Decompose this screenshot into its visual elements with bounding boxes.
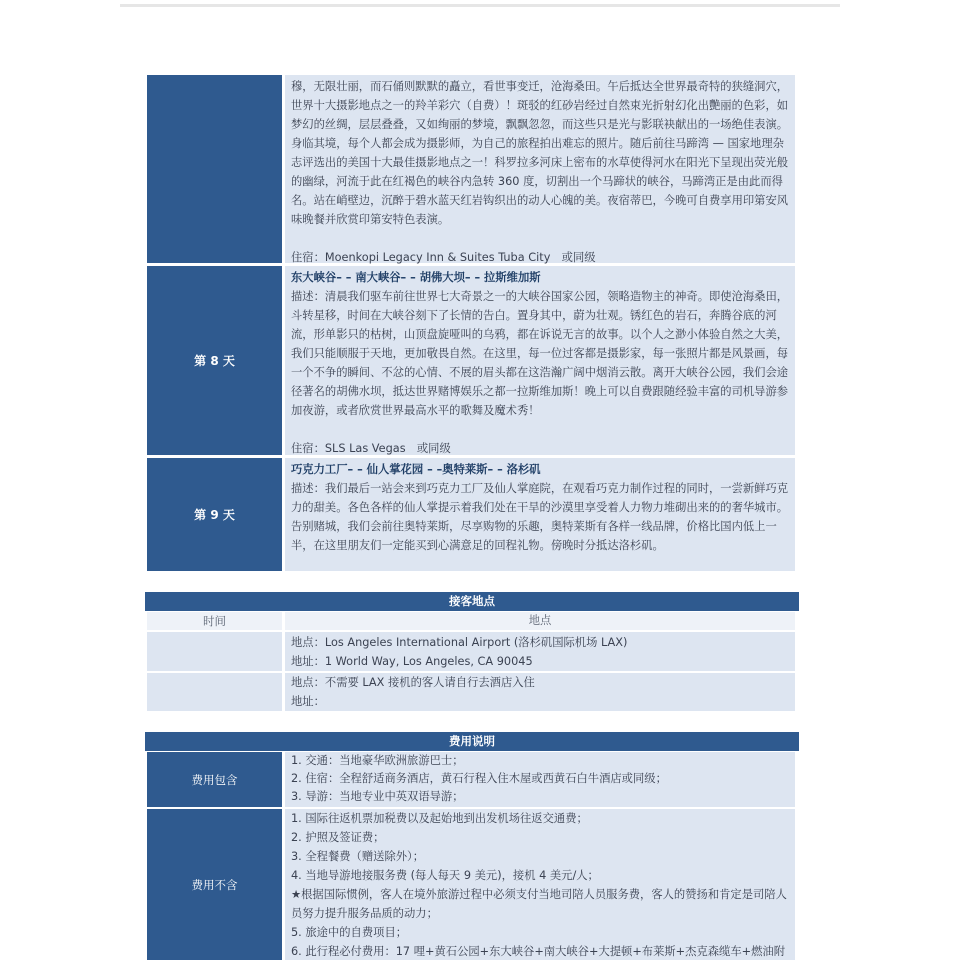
pickup-address-line: 地址：1 World Way, Los Angeles, CA 90045 [291,655,533,668]
pickup-col-time: 时间 [147,612,282,630]
pickup-row [147,673,797,711]
pickup-place [285,632,795,671]
pickup-col-place: 地点 [285,612,795,630]
fee-item: 3. 导游：当地专业中英双语导游； [291,790,464,803]
itinerary-row-day-8 [147,266,797,455]
fee-item: ★根据国际惯例，客人在境外旅游过程中必须支付当地司陪人员服务费，客人的赞扬和肯定是司陪人员努力提升服务品质的动力； [291,888,787,920]
pickup-place-line: 地点：不需要 LAX 接机的客人请自行去酒店入住 [291,676,535,689]
fee-item: 2. 住宿：全程舒适商务酒店，黄石行程入住木屋或西黄石白牛酒店或同级； [291,772,667,785]
fees-section-title: 费用说明 [145,732,799,751]
day-stay: 住宿：SLS Las Vegas 或同级 [291,442,451,455]
fee-item: 5. 旅途中的自费项目； [291,926,408,939]
fees-included-list [285,752,795,807]
day-content [285,75,795,263]
pickup-time [147,632,282,671]
pickup-time [147,673,282,711]
fee-item: 1. 交通：当地豪华欧洲旅游巴士； [291,754,464,767]
pickup-address-line: 地址： [291,695,325,708]
top-rule [120,4,840,7]
day-content [285,266,795,455]
fee-item: 2. 护照及签证费； [291,831,385,844]
pickup-place-line: 地点：Los Angeles International Airport (洛杉矶国际机场 LAX) [291,636,628,649]
day-description: 穆，无限壮丽，而石俑则默默的矗立，看世事变迁，沧海桑田。午后抵达全世界最奇特的狭缝洞穴，世界十大摄影地点之一的羚羊彩穴（自费）！斑驳的红砂岩经过自然束光折射幻化出艷丽的色彩，如梦幻的丝绸，层层叠叠，又如绚丽的梦境，飘飘忽忽，而这些只是光与影联袂献出的一场绝佳表演。身临其境，每个人都会成为摄影师，为自己的旅程拍出难忘的照片。随后前往马蹄湾 — 国家地理杂志评选出的美国十大最佳摄影地点之一！科罗拉多河床上密布的水草使得河水在阳光下呈现出荧光般的幽绿，河流于此在红褐色的峡谷内急转 360 度，切割出一个马蹄状的峡谷，马蹄湾正是由此而得名。站在峭壁边，沉醉于碧水蓝天红岩钩织出的动人心魄的美。夜宿蒂巴，今晚可自费享用印第安风味晚餐并欣赏印第安特色表演。 [291,80,789,226]
day-label: 第 9 天 [147,458,282,571]
fee-item: 4. 当地导游地接服务费 (每人每天 9 美元)，接机 4 美元/人； [291,869,599,882]
fees-included-row [147,752,797,807]
day-route-title: 巧克力工厂– – 仙人掌花园 – –奥特莱斯– – 洛杉矶 [291,463,541,476]
fee-item: 3. 全程餐费（赠送除外）； [291,850,424,863]
pickup-header-row [147,612,797,630]
pickup-row [147,632,797,671]
day-description: 描述：清晨我们驱车前往世界七大奇景之一的大峡谷国家公园，领略造物主的神奇。即使沧海桑田，斗转星移，时间在大峡谷刻下了长情的告白。置身其中，蔚为壮观。锈红色的岩石，奔腾谷底的河流，形单影只的枯树，山顶盘旋哑叫的乌鸦，都在诉说无言的故事。以个人之渺小体验自然之大美，我们只能顺服于天地，更加敬畏自然。在这里，每一位过客都是摄影家，每一张照片都是风景画，每一个不争的瞬间、不忿的心情、不展的眉头都在这浩瀚广阔中烟消云散。离开大峡谷公园，我们会途径著名的胡佛水坝，抵达世界赌博娱乐之都一拉斯维加斯！晚上可以自费跟随经验丰富的司机导游参加夜游，或者欣赏世界最高水平的歌舞及魔术秀！ [291,290,789,417]
pickup-section-title: 接客地点 [145,592,799,611]
fee-item: 1. 国际往返机票加税费以及起始地到出发机场往返交通费； [291,812,588,825]
fees-excluded-label: 费用不含 [147,809,282,960]
day-label [147,75,282,263]
fees-excluded-row [147,809,797,960]
day-route-title: 东大峡谷– – 南大峡谷– – 胡佛大坝– – 拉斯维加斯 [291,271,541,284]
fees-excluded-list [285,809,795,960]
pickup-place [285,673,795,711]
day-content [285,458,795,571]
itinerary-row-day-7 [147,75,797,263]
day-stay: 住宿：Moenkopi Legacy Inn & Suites Tuba City 或同级 [291,251,596,264]
fees-included-label: 费用包含 [147,752,282,807]
itinerary-row-day-9 [147,458,797,571]
day-description: 描述：我们最后一站会来到巧克力工厂及仙人掌庭院，在观看巧克力制作过程的同时，一尝新鲜巧克力的甜美。各色各样的仙人掌提示着我们处在干旱的沙漠里享受着人力物力堆砌出来的的奢华城市。 告别赌城，我们会前往奥特莱斯，尽享购物的乐趣，奥特莱斯有各样一线品牌，价格比国内低上一半，在这里朋友们一定能买到心满意足的回程礼物。傍晚时分抵达洛杉矶。 [291,482,789,552]
day-label: 第 8 天 [147,266,282,455]
fee-item: 6. 此行程必付费用：17 哩+黄石公园+东大峡谷+南大峡谷+大提顿+布莱斯+杰克森缆车+燃油附 [291,945,785,958]
